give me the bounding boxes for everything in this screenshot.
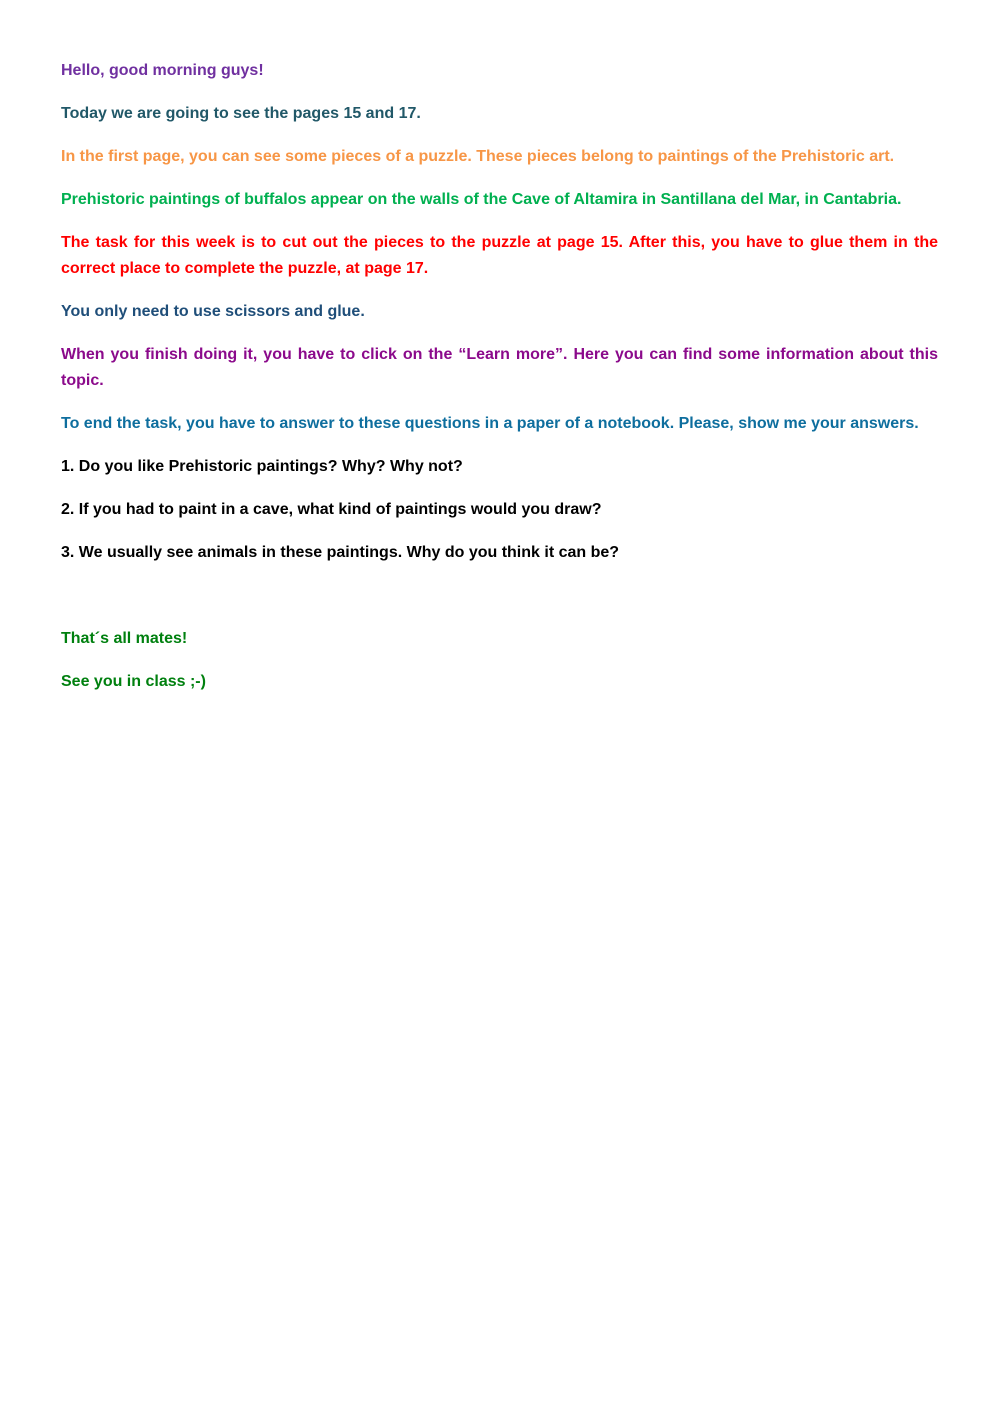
document-body <box>61 58 938 712</box>
puzzle-intro-text: In the first page, you can see some pieces of a puzzle. These pieces belong to paintings of the Prehistoric art. <box>61 148 895 165</box>
learn-more-text: When you finish doing it, you have to click on the “Learn more”. Here you can find some information about this topic. <box>61 346 938 389</box>
greeting-text: Hello, good morning guys! <box>61 62 264 79</box>
question-2-text: 2. If you had to paint in a cave, what kind of paintings would you draw? <box>61 501 602 518</box>
task-text: The task for this week is to cut out the pieces to the puzzle at page 15. After this, you have to glue them in the correct place to complete the puzzle, at page 17. <box>61 234 938 277</box>
see-you-text: See you in class ;-) <box>61 673 206 690</box>
blank-line <box>61 583 938 626</box>
questions-intro-text: To end the task, you have to answer to these questions in a paper of a notebook. Please, show me your answers. <box>61 415 919 432</box>
altamira-text: Prehistoric paintings of buffalos appear on the walls of the Cave of Altamira in Santillana del Mar, in Cantabria. <box>61 191 902 208</box>
question-3-text: 3. We usually see animals in these paintings. Why do you think it can be? <box>61 544 620 561</box>
question-1-text: 1. Do you like Prehistoric paintings? Why? Why not? <box>61 458 463 475</box>
pages-text: Today we are going to see the pages 15 and 17. <box>61 105 421 122</box>
thats-all-text: That´s all mates! <box>61 630 188 647</box>
materials-text: You only need to use scissors and glue. <box>61 303 365 320</box>
